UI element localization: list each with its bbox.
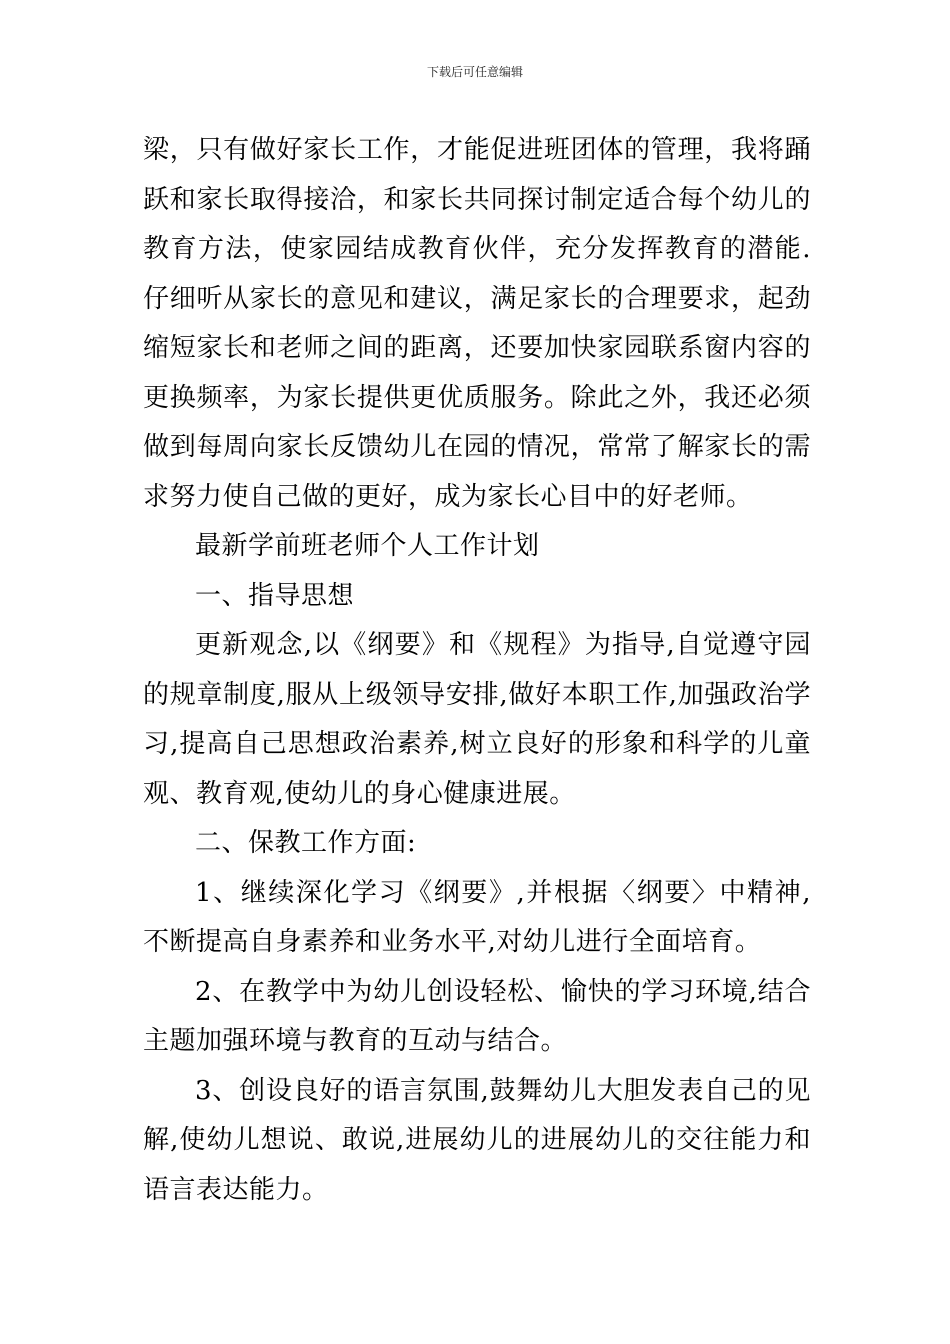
list-item-3: 3、创设良好的语言氛围,鼓舞幼儿大胆发表自己的见解,使幼儿想说、敢说,进展幼儿的进展幼儿的交往能力和语言表达能力。	[143, 1075, 811, 1205]
paragraph-continuation: 梁，只有做好家长工作，才能促进班团体的管理，我将踊跃和家长取得接洽，和家长共同探讨制定适合每个幼儿的教育方法，使家园结成教育伙伴，充分发挥教育的潜能.仔细听从家长的意见和建议，满足家长的合理要求，起劲缩短家长和老师之间的距离，还要加快家园联系窗内容的更换频率，为家长提供更优质服务。除此之外，我还必须做到每周向家长反馈幼儿在园的情况，常常了解家长的需求努力使自己做的更好，成为家长心目中的好老师。	[143, 135, 811, 512]
section-heading-guiding-thought: 一、指导思想	[195, 580, 355, 611]
document-body	[143, 126, 811, 1215]
section-heading-teaching-work: 二、保教工作方面:	[195, 828, 417, 858]
list-item-2: 2、在教学中为幼儿创设轻松、愉快的学习环境,结合主题加强环境与教育的互动与结合。	[143, 976, 811, 1056]
document-title: 最新学前班老师个人工作计划	[195, 531, 540, 561]
paragraph-guiding-thought: 更新观念,以《纲要》和《规程》为指导,自觉遵守园的规章制度,服从上级领导安排,做好本职工作,加强政治学习,提高自己思想政治素养,树立良好的形象和科学的儿童观、教育观,使幼儿的身心健康进展。	[143, 630, 811, 809]
page-header: 下载后可任意编辑	[426, 65, 523, 79]
list-item-1: 1、继续深化学习《纲要》,并根据〈纲要〉中精神,不断提高自身素养和业务水平,对幼儿进行全面培育。	[143, 877, 811, 957]
